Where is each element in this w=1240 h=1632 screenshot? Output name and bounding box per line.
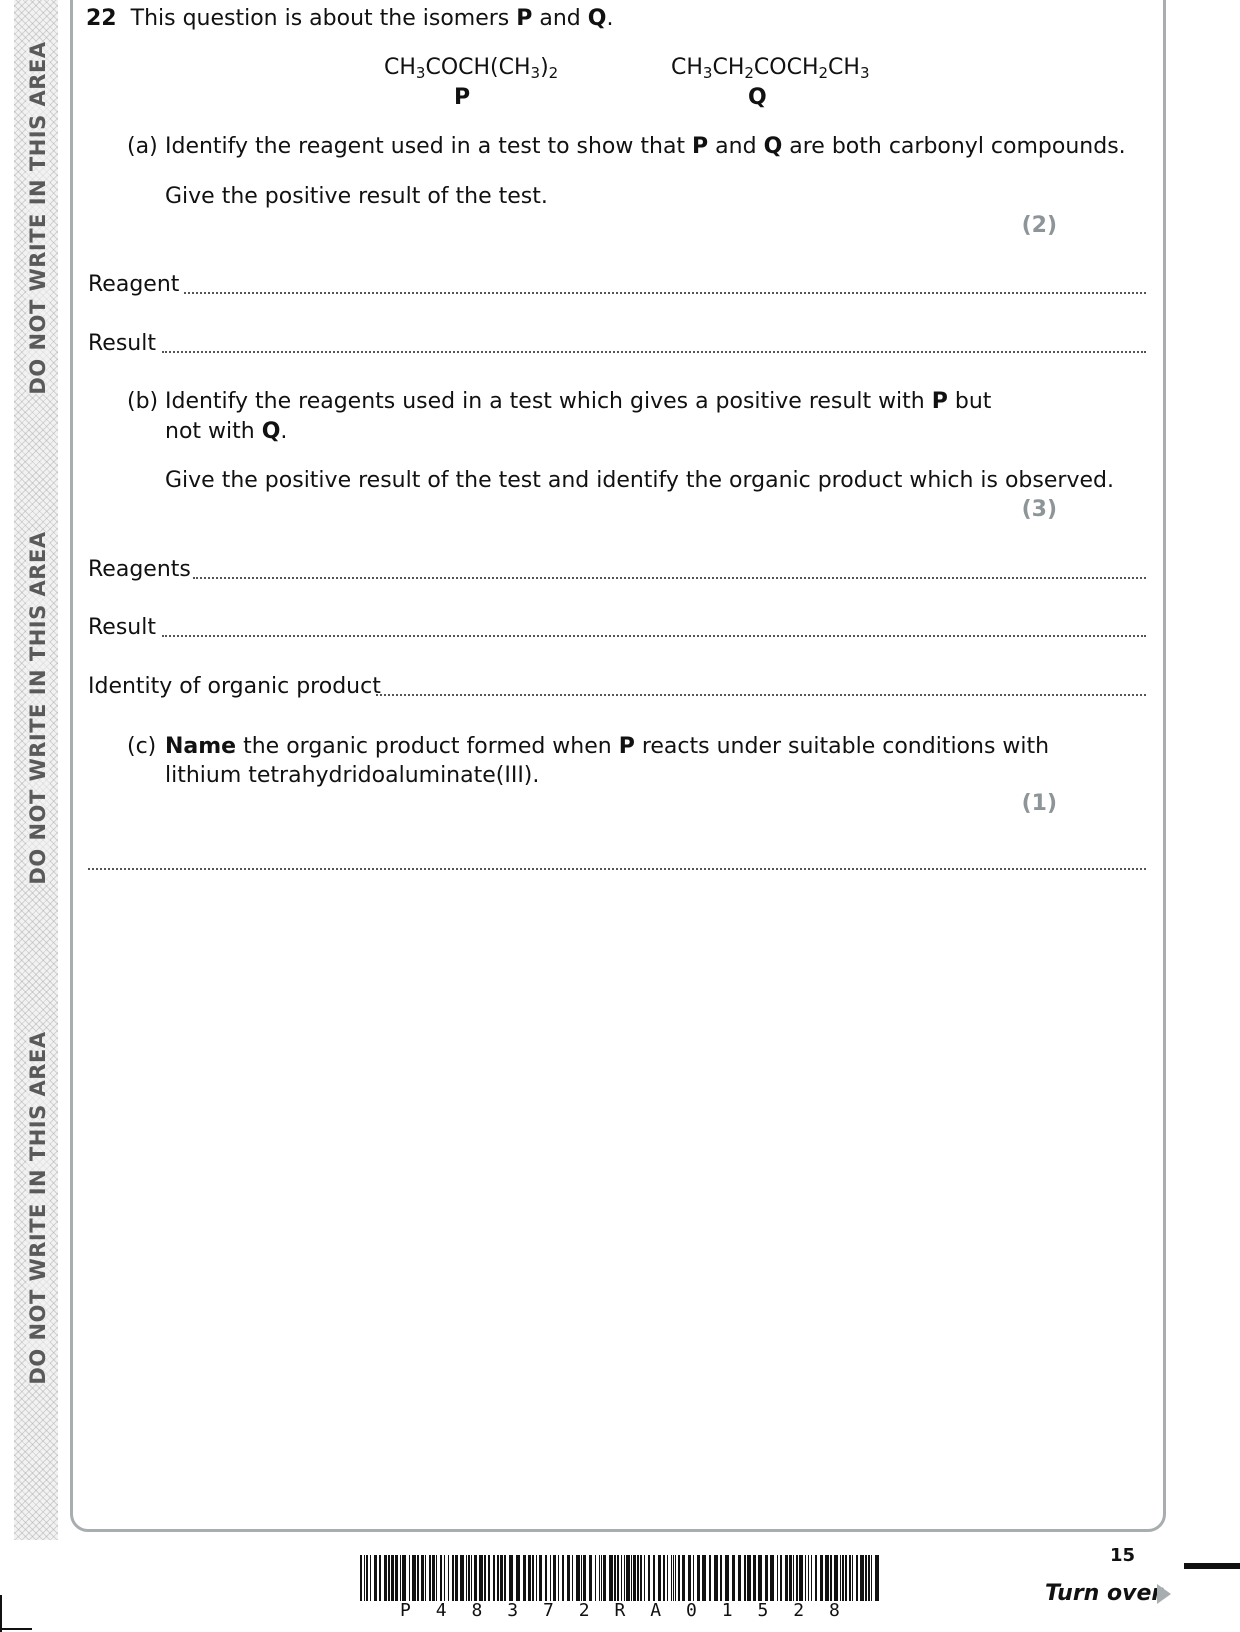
formula-p-label: P [454,85,471,110]
part-b-question-line2: not with Q. [165,419,288,444]
part-b-product-answer-line[interactable] [376,694,1146,696]
turn-over-arrow-icon [1157,1584,1171,1604]
part-b-marks: (3) [1021,497,1057,522]
footer-bar [1184,1563,1240,1569]
formula-q-label: Q [748,85,767,110]
part-b-label: (b) [127,389,159,414]
part-c-marks: (1) [1021,791,1057,816]
margin-warning-bottom: DO NOT WRITE IN THIS AREA [26,1031,50,1385]
intro-and: and [532,6,588,31]
barcode-digit: 2 [793,1600,805,1621]
part-a-question: Identify the reagent used in a test to show that P and Q are both carbonyl compounds. [165,134,1126,159]
intro-q: Q [587,6,607,31]
crop-mark-horizontal [0,1628,32,1630]
barcode-digit: 4 [435,1600,447,1621]
barcode-digit: 8 [829,1600,840,1621]
part-b-reagents-answer-line[interactable] [193,577,1146,579]
barcode-digit: 0 [686,1600,697,1621]
part-a-reagent-label: Reagent [88,272,180,297]
part-b-result-label: Result [88,615,156,640]
barcode-digit: 7 [543,1600,554,1621]
formula-p: $CH_3COCH(CH_3)_2$ [384,55,559,82]
barcode-digit: R [614,1600,626,1621]
part-b-reagents-label: Reagents [88,557,191,582]
page-number: 15 [1110,1545,1136,1566]
part-a-reagent-answer-line[interactable] [184,292,1146,294]
barcode-digit: A [650,1600,662,1621]
part-b-instruction: Give the positive result of the test and identify the organic product which is observed. [165,468,1114,493]
intro-end: . [606,6,614,31]
barcode-digit: 8 [471,1600,483,1621]
barcode-digits [400,1600,840,1621]
question-intro [86,5,613,33]
part-c-question-line2: lithium tetrahydridoaluminate(III). [165,763,540,788]
part-a-instruction: Give the positive result of the test. [165,184,548,209]
barcode-digit: 3 [507,1600,519,1621]
formula-q: $CH_3CH_2COCH_2CH_3$ [671,55,870,82]
barcode-digit: 1 [721,1600,733,1621]
part-a-result-answer-line[interactable] [162,351,1146,353]
crop-mark [0,1595,2,1632]
barcode-digit: P [400,1600,411,1621]
margin-warning-top: DO NOT WRITE IN THIS AREA [26,41,50,395]
part-b-question-line1: Identify the reagents used in a test which gives a positive result with P but [165,389,992,414]
turn-over-label: Turn over [1045,1581,1163,1606]
barcode-digit: 2 [578,1600,590,1621]
intro-text: This question is about the isomers [130,6,517,31]
part-c-label: (c) [127,734,157,759]
question-number: 22 [86,6,117,31]
part-a-result-label: Result [88,331,156,356]
part-a-marks: (2) [1021,213,1057,238]
margin-warning-middle: DO NOT WRITE IN THIS AREA [26,531,50,885]
part-b-result-answer-line[interactable] [162,635,1146,637]
part-c-answer-line[interactable] [88,868,1146,870]
part-b-product-label: Identity of organic product [88,674,381,699]
part-a-label: (a) [127,134,158,159]
barcode-digit: 5 [757,1600,769,1621]
intro-p: P [516,6,533,31]
part-c-question-line1: Name the organic product formed when P reacts under suitable conditions with [165,734,1050,759]
barcode [360,1555,880,1601]
